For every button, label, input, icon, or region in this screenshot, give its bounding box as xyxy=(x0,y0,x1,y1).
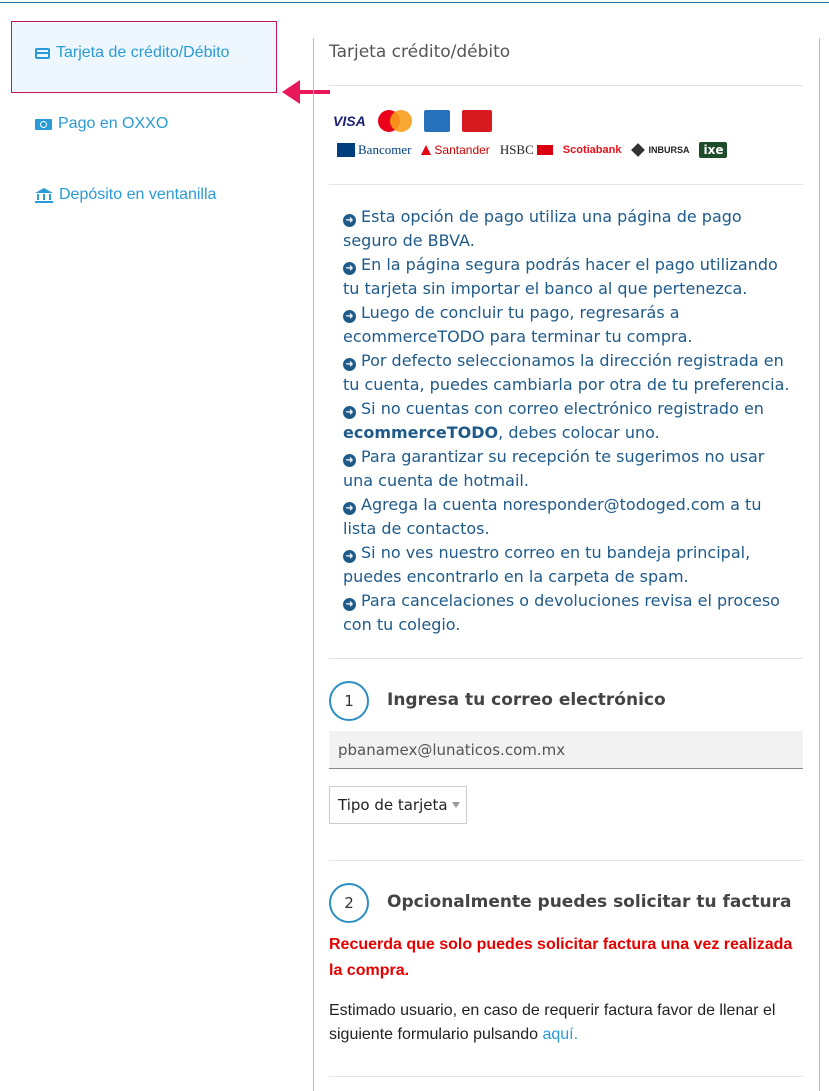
step-1-title: Ingresa tu correo electrónico xyxy=(387,690,666,710)
info-item: ➜ Esta opción de pago utiliza una página de pago seguro de BBVA. xyxy=(343,207,742,250)
arrow-circle-icon: ➜ xyxy=(343,262,356,275)
bancomer-logo: Bancomer xyxy=(337,142,411,158)
scotiabank-logo: Scotiabank xyxy=(562,144,622,156)
info-item: ➜ Si no ves nuestro correo en tu bandeja principal, puedes encontrarlo en la carpeta de spam. xyxy=(343,543,751,586)
arrow-circle-icon: ➜ xyxy=(343,406,356,419)
card-type-select[interactable] xyxy=(329,786,467,824)
arrow-circle-icon: ➜ xyxy=(343,454,356,467)
step-2-title: Opcionalmente puedes solicitar tu factura xyxy=(387,892,792,912)
card-type-select-label: Tipo de tarjeta xyxy=(338,796,448,814)
bank-logos xyxy=(337,140,727,160)
panel-title: Tarjeta crédito/débito xyxy=(329,42,511,62)
nav-credit-card-label: Tarjeta de crédito/Débito xyxy=(56,44,230,61)
caret-down-icon xyxy=(452,802,460,808)
inbursa-logo: INBURSA xyxy=(631,143,689,157)
bank-icon xyxy=(35,188,53,203)
nav-oxxo-label: Pago en OXXO xyxy=(58,115,169,132)
ixe-logo: ixe xyxy=(699,142,727,158)
step-1-badge: 1 xyxy=(329,681,369,721)
amex-logo xyxy=(424,110,450,132)
divider xyxy=(329,1076,803,1077)
carnet-logo xyxy=(462,110,492,132)
hsbc-logo: HSBC xyxy=(500,142,553,158)
cash-icon xyxy=(35,119,52,130)
nav-deposit-label: Depósito en ventanilla xyxy=(59,186,217,203)
arrow-circle-icon: ➜ xyxy=(343,310,356,323)
arrow-circle-icon: ➜ xyxy=(343,550,356,563)
arrow-circle-icon: ➜ xyxy=(343,598,356,611)
divider xyxy=(329,85,803,86)
invoice-note: Estimado usuario, en caso de requerir factura favor de llenar el siguiente formulario pulsando aquí. xyxy=(329,1002,776,1043)
info-item: ➜ Si no cuentas con correo electrónico registrado en ecommerceTODO, debes colocar uno. xyxy=(343,399,764,442)
arrow-circle-icon: ➜ xyxy=(343,502,356,515)
payment-info xyxy=(343,205,793,637)
visa-logo: VISA xyxy=(333,113,366,129)
info-item: ➜ Por defecto seleccionamos la dirección registrada en tu cuenta, puedes cambiarla por otra de tu preferencia. xyxy=(343,351,790,394)
divider xyxy=(329,184,803,185)
divider xyxy=(329,658,803,659)
info-item: ➜ Agrega la cuenta noresponder@todoged.com a tu lista de contactos. xyxy=(343,495,762,538)
nav-credit-card[interactable] xyxy=(35,44,229,62)
info-item: ➜ Luego de concluir tu pago, regresarás a ecommerceTODO para terminar tu compra. xyxy=(343,303,693,346)
panel-left-border xyxy=(313,38,314,1091)
step-2-badge: 2 xyxy=(329,883,369,923)
divider xyxy=(329,860,803,861)
credit-card-icon xyxy=(35,48,50,59)
top-rule xyxy=(0,2,829,3)
arrow-circle-icon: ➜ xyxy=(343,358,356,371)
invoice-warning: Recuerda que solo puedes solicitar factura una vez realizada la compra. xyxy=(329,936,793,979)
email-input[interactable] xyxy=(329,731,803,769)
info-item: ➜ Para garantizar su recepción te sugerimos no usar una cuenta de hotmail. xyxy=(343,447,765,490)
card-logos xyxy=(333,108,492,134)
mastercard-logo xyxy=(378,110,412,132)
arrow-circle-icon: ➜ xyxy=(343,214,356,227)
info-item: ➜ En la página segura podrás hacer el pago utilizando tu tarjeta sin importar el banco al que pertenezca. xyxy=(343,255,778,298)
nav-deposit[interactable] xyxy=(35,186,216,204)
invoice-link[interactable]: aquí. xyxy=(542,1026,579,1043)
nav-oxxo[interactable] xyxy=(35,115,168,133)
info-item: ➜ Para cancelaciones o devoluciones revisa el proceso con tu colegio. xyxy=(343,591,780,634)
santander-logo: Santander xyxy=(421,143,489,157)
panel-right-border xyxy=(819,38,820,1091)
pointer-arrow-icon xyxy=(282,76,332,110)
